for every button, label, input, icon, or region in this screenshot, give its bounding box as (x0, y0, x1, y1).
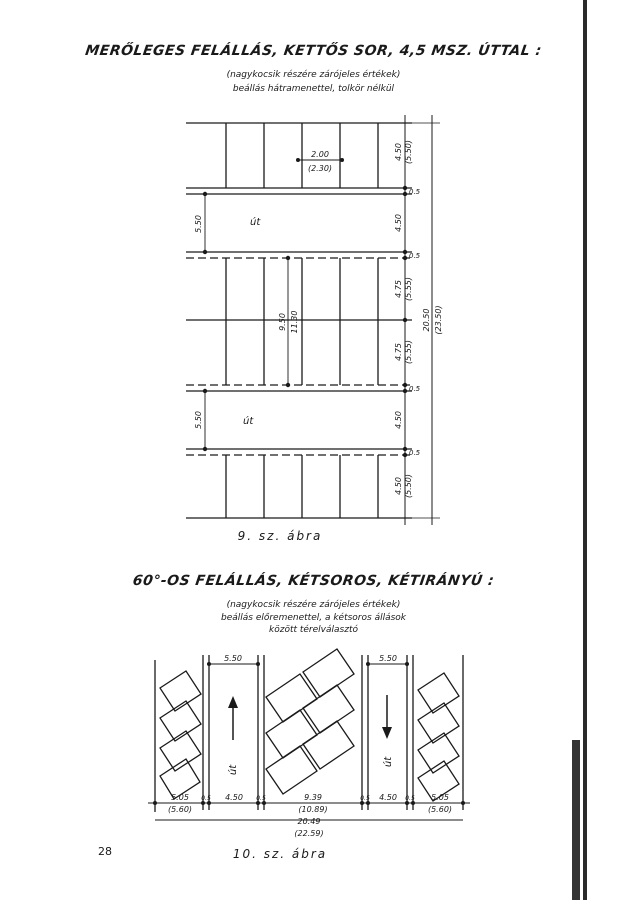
fig10-dim-road-right: 4.50 (379, 793, 397, 802)
fig10-road-width-left: 5.50 (224, 654, 242, 663)
fig9-dim-road-2: 4.50 (394, 411, 403, 429)
arrow-down-head-icon (382, 727, 392, 739)
fig10-dim-road-left: 4.50 (225, 793, 243, 802)
fig10-dim-right-alt: (5.60) (427, 805, 453, 814)
fig9-dim-road-1: 4.50 (394, 214, 403, 232)
fig10-dim-left-alt: (5.60) (167, 805, 193, 814)
fig9-dim-gap-2: 0.5 (409, 252, 421, 260)
fig9-dim-total: 20.50 (422, 308, 431, 332)
fig10-dimension-dots (153, 662, 465, 805)
fig10-dim-total-alt: (22.59) (294, 829, 324, 838)
fig9-road-label-2: út (243, 416, 254, 427)
fig10-road-label-left: út (228, 764, 239, 776)
fig9-drawing (186, 115, 440, 525)
fig9-center-a: 9.50 (278, 313, 287, 331)
fig10-title: 60°-OS FELÁLLÁS, KÉTSOROS, KÉTIRÁNYÚ : (131, 573, 496, 589)
fig9-road-width-1: 5.50 (194, 215, 203, 233)
fig9-dimension-dots (203, 158, 407, 457)
fig10-subtitle-2: beállás előremenettel, a kétsoros állások (220, 613, 407, 623)
fig9-stall-width-alt: (2.30) (307, 164, 333, 173)
fig10-dim-gap-2: 0.5 (256, 795, 266, 802)
fig9-dim-top-alt: (5.50) (404, 139, 413, 165)
fig9-dim-gap-4: 0.5 (409, 449, 421, 457)
fig10-road-width-right: 5.50 (379, 654, 397, 663)
fig9-center-b: 11.30 (290, 310, 299, 334)
fig9-dim-top: 4.50 (394, 143, 403, 161)
arrow-up-head-icon (228, 696, 238, 708)
fig9-road-width-2: 5.50 (194, 411, 203, 429)
fig9-dim-total-alt: (23.50) (434, 305, 443, 335)
fig10-road-label-right: út (383, 756, 394, 768)
fig10-subtitle-1: (nagykocsik részére zárójeles értékek) (226, 600, 401, 610)
fig10-caption: 10. sz. ábra (232, 847, 328, 861)
fig9-dim-gap-1: 0.5 (409, 188, 421, 196)
fig9-road-label-1: út (250, 217, 261, 228)
fig9-subtitle-2: beállás hátramenettel, tolkör nélkül (232, 84, 395, 94)
page-number: 28 (98, 845, 112, 858)
fig9-subtitle-1: (nagykocsik részére zárójeles értékek) (226, 70, 401, 80)
fig9-dim-bottom-alt: (5.50) (404, 473, 413, 499)
fig10-dim-right: 5.05 (431, 793, 449, 802)
fig9-dim-mid-a: 4.75 (394, 280, 403, 298)
fig10-dim-left: 5.05 (171, 793, 189, 802)
fig10-dim-center: 9.39 (304, 793, 322, 802)
fig9-dim-mid-b: 4.75 (394, 343, 403, 361)
fig10-subtitle-3: között térelválasztó (269, 625, 358, 635)
fig10-dim-center-alt: (10.89) (298, 805, 328, 814)
fig9-dim-mid-a-alt: (5.55) (404, 276, 413, 302)
fig10-dim-gap-1: 0.5 (201, 795, 211, 802)
fig10-dim-gap-4: 0.5 (405, 795, 415, 802)
fig10-dim-total: 20.49 (297, 817, 321, 826)
fig9-caption: 9. sz. ábra (237, 529, 323, 543)
fig9-stall-width: 2.00 (311, 150, 329, 159)
fig9-dim-gap-3: 0.5 (409, 385, 421, 393)
fig9-title: MERŐLEGES FELÁLLÁS, KETTŐS SOR, 4,5 MSZ. ÚTTAL : (84, 43, 543, 59)
fig9-dim-bottom: 4.50 (394, 477, 403, 495)
fig10-dim-gap-3: 0.5 (360, 795, 370, 802)
fig9-dim-mid-b-alt: (5.55) (404, 339, 413, 365)
